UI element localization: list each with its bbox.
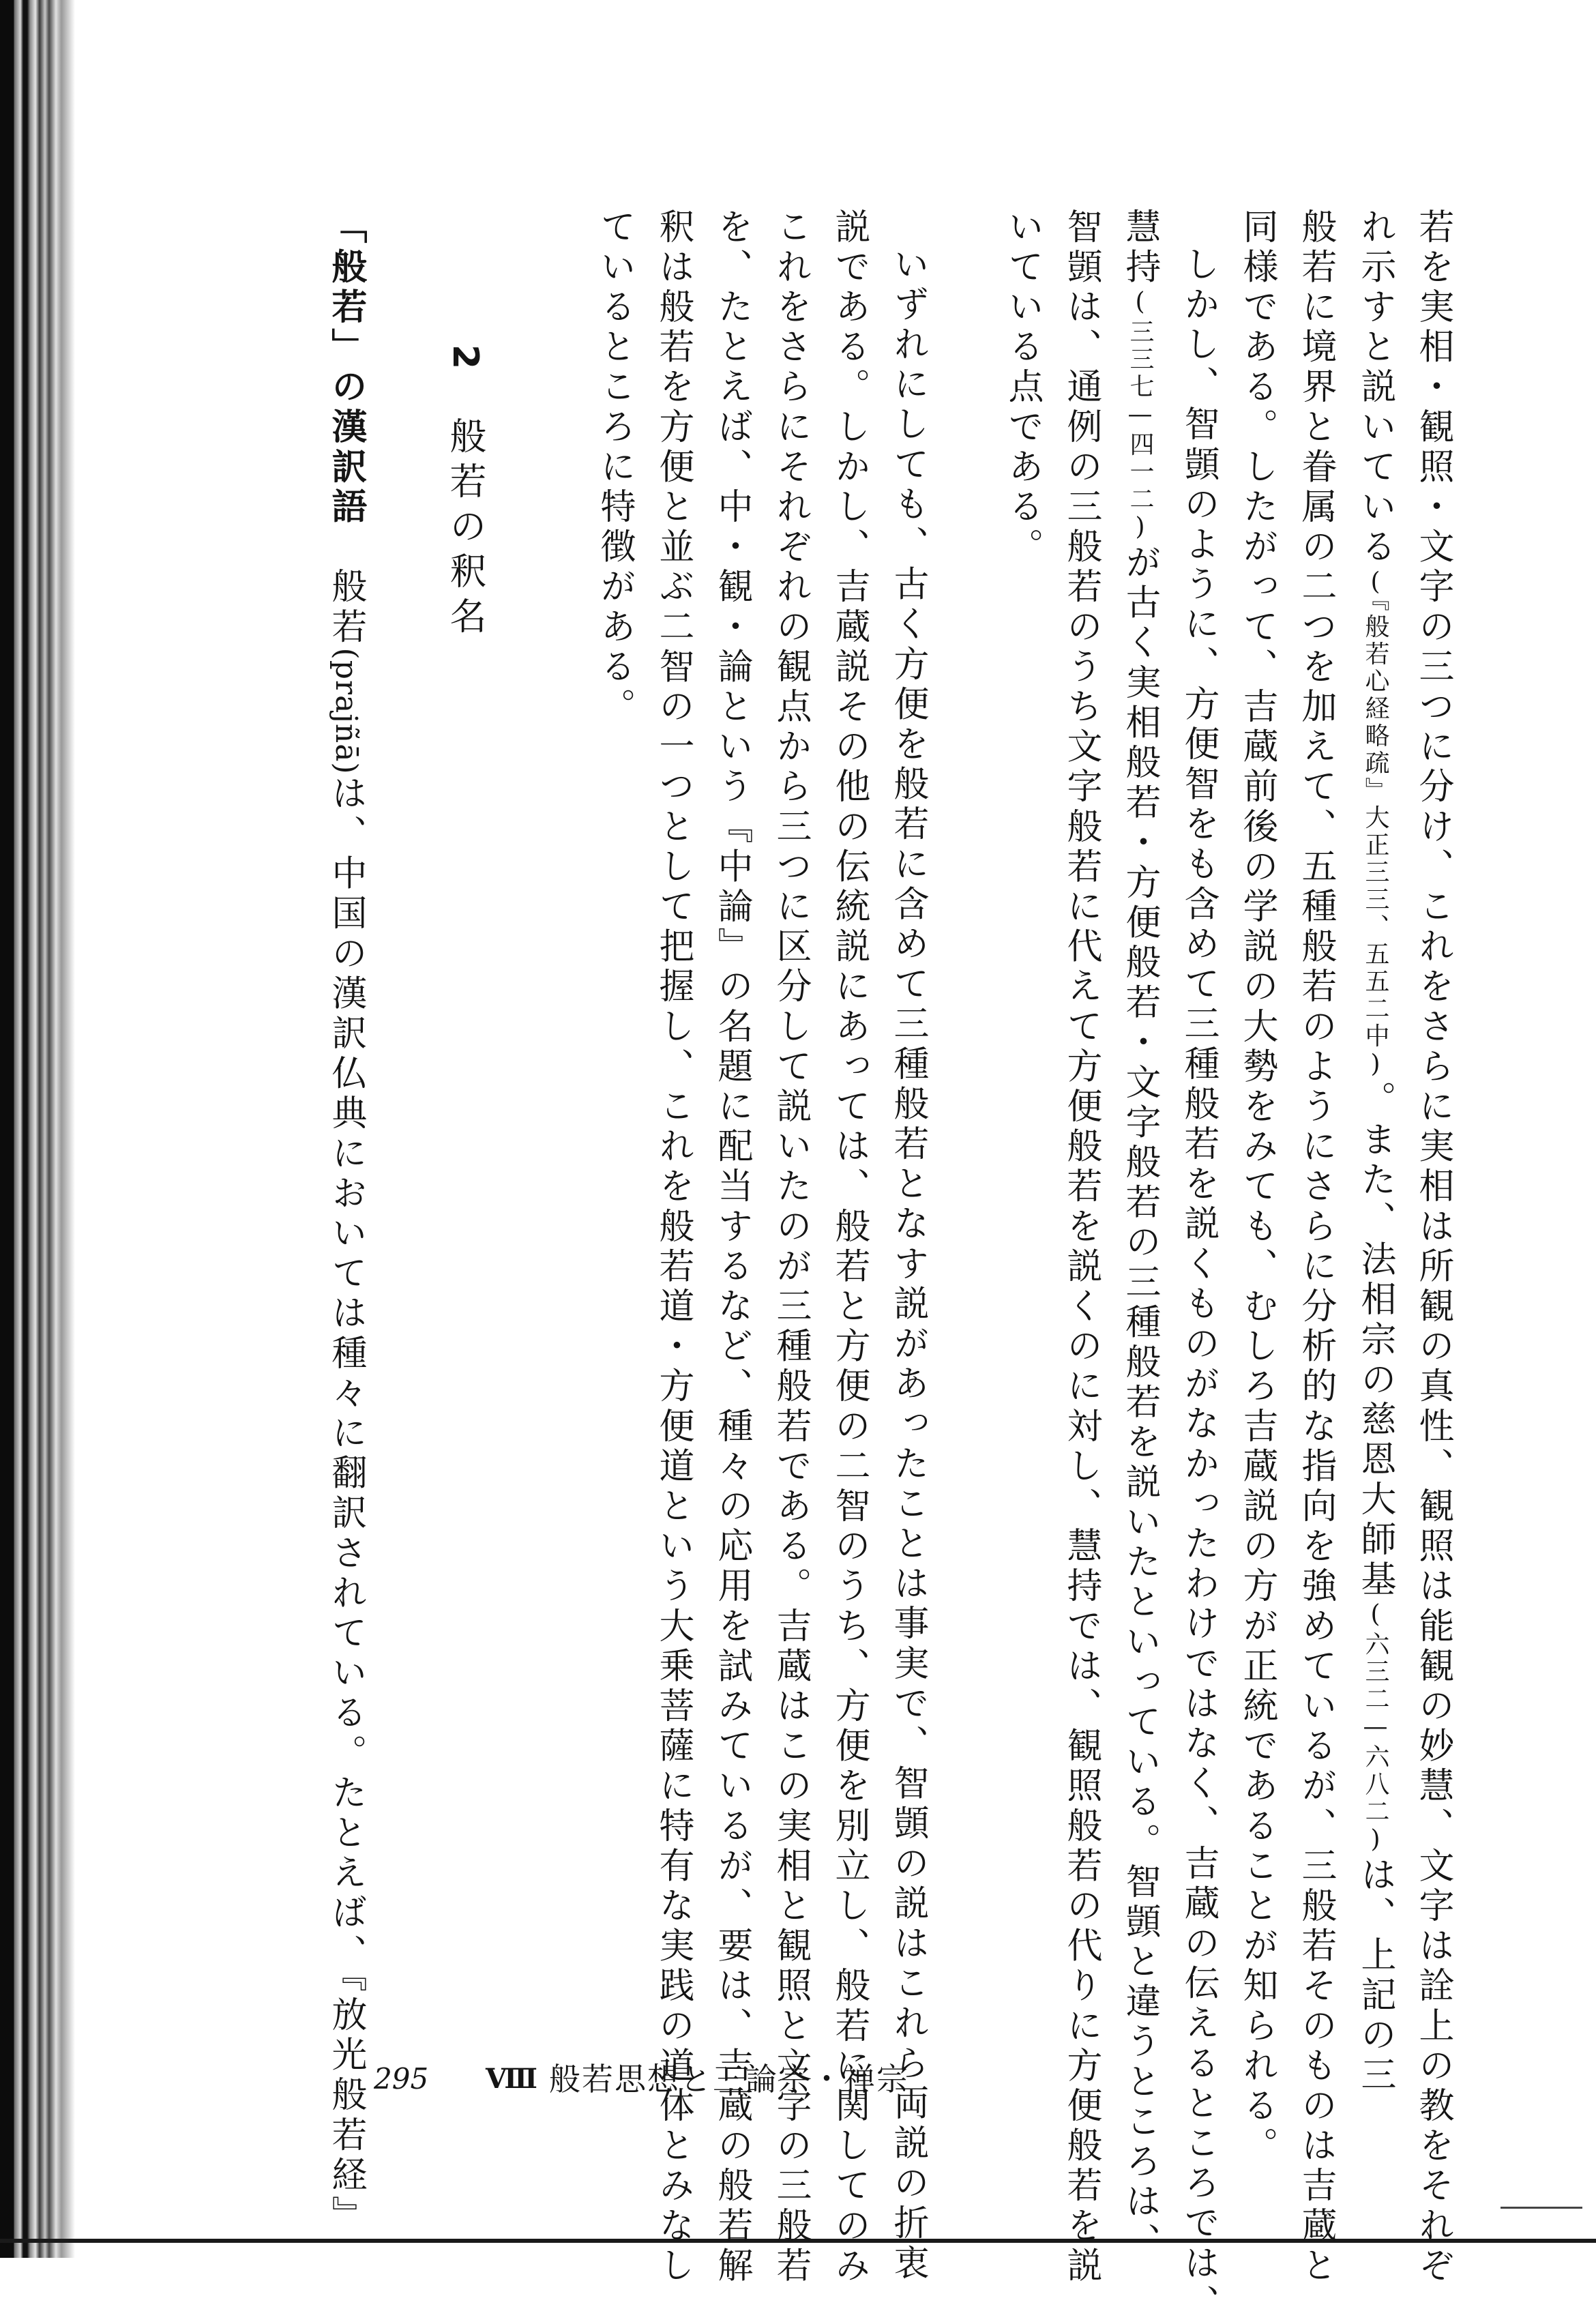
reference-note: (『般若心経略疏』 [1361, 568, 1389, 805]
text-segment: これをさらにそれぞれの観点から三つに区分して説いたのが三種般若である。吉蔵はこの実相と観照と文字の三般若 [770, 208, 811, 2287]
book-binding-edge [0, 0, 75, 2258]
text-column [1239, 208, 1275, 2166]
text-column [1295, 208, 1336, 2287]
text-segment: 説である。しかし、吉蔵説その他の伝統説にあっては、般若と方便の二智のうち、方便を別立し、般若に関してのみ [829, 208, 870, 2287]
section-title: 般若の釈名 [444, 417, 487, 643]
reference-note: (prajñā) [329, 647, 364, 775]
text-segment: 若を実相・観照・文字の三つに分け、これをさらに実相は所観の真性、観照は能観の妙慧、文字は詮上の教をそれぞ [1413, 208, 1453, 2287]
text-column [1357, 208, 1393, 2096]
text-column [887, 246, 928, 2284]
text-segment: が古く実相般若・方便般若・文字般若の三種般若を説いたといっている。智顗と違うところは、 [1119, 544, 1160, 2263]
text-column [1119, 208, 1160, 2263]
section-number: 2 [445, 344, 486, 370]
text-column [653, 208, 694, 2287]
page-number: 295 [374, 2062, 429, 2095]
scan-mark [1501, 2207, 1582, 2209]
text-segment: いている点である。 [1002, 208, 1043, 568]
text-segment: れ示すと説いている [1355, 208, 1395, 568]
text-segment: 般若に境界と眷属の二つを加えて、五種般若のようにさらに分析的な指向を強めているが、三般若そのものは吉蔵と [1295, 208, 1336, 2287]
text-segment: は、上記の三 [1355, 1856, 1395, 2096]
text-segment: 慧持 [1119, 208, 1160, 289]
text-segment: は、中国の漢訳仏典においては種々に翻訳されている。たとえば、『放光般若経』 [325, 774, 366, 2236]
text-column [770, 208, 811, 2287]
text-column [711, 208, 752, 2287]
text-segment: 般若 [325, 527, 366, 648]
text-segment: ているところに特徴がある。 [594, 208, 635, 728]
text-segment: 。また、法相宗の慈恩大師基 [1355, 1080, 1395, 1601]
text-column [1002, 208, 1043, 568]
text-column [325, 208, 366, 2236]
text-column [594, 208, 635, 728]
reference-note: 大正三三、五五二中) [1361, 804, 1389, 1081]
text-column [1415, 208, 1451, 2286]
text-segment: いずれにしても、古く方便を般若に含めて三種般若となす説があったことは事実で、智顗の説はこれら両説の折衷 [887, 246, 928, 2284]
section-heading [444, 344, 487, 643]
text-column [1061, 208, 1102, 2287]
text-segment: 智顗は、通例の三般若のうち文字般若に代えて方便般若を説くのに対し、慧持では、観照般若の代りに方便般若を説 [1061, 208, 1102, 2287]
text-segment: 同様である。したがって、吉蔵前後の学説の大勢をみても、むしろ吉蔵説の方が正統であることが知られる。 [1237, 208, 1277, 2167]
chapter-number: Ⅷ [486, 2063, 537, 2095]
text-segment: しかし、智顗のように、方便智をも含めて三種般若を説くものがなかったわけではなく、吉蔵の伝えるところでは、 [1178, 246, 1219, 2324]
subheading: 「般若」の漢訳語 [325, 208, 366, 528]
text-segment: を、たとえば、中・観・論という『中論』の名題に配当するなど、種々の応用を試みているが、要は、吉蔵の般若解 [711, 208, 752, 2287]
reference-note: (三三七—四一二) [1126, 288, 1154, 544]
running-title: 般若思想と三論宗・禅宗 [549, 2061, 909, 2098]
text-segment: 釈は般若を方便と並ぶ二智の一つとして把握し、これを般若道・方便道という大乗菩薩に特有な実践の道体とみなし [653, 208, 694, 2287]
text-column [829, 208, 870, 2287]
text-column [1178, 246, 1219, 2324]
reference-note: (六三二—六八二) [1361, 1600, 1389, 1857]
